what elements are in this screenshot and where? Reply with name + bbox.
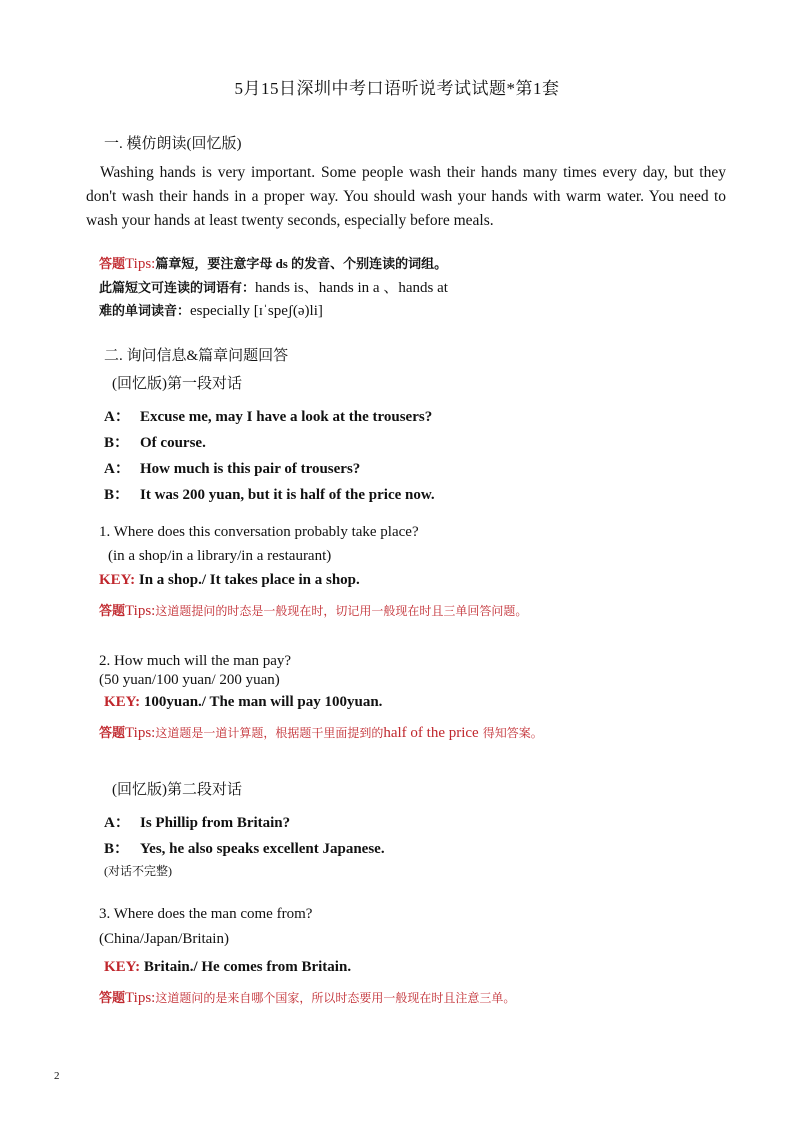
tips-line3-value: especially [ɪˈspeʃ(ə)li] bbox=[190, 303, 323, 319]
speaker: A： bbox=[104, 461, 130, 477]
dialog2-heading: (回忆版)第二段对话 bbox=[112, 782, 242, 798]
question-1-key bbox=[99, 572, 360, 589]
speaker: A： bbox=[104, 409, 130, 425]
dialog-text: Excuse me, may I have a look at the trousers? bbox=[140, 409, 433, 425]
question-3: 3. Where does the man come from? bbox=[99, 906, 313, 922]
tip-label-en: Tips: bbox=[125, 603, 156, 619]
section1-heading: 一. 模仿朗读(回忆版) bbox=[104, 136, 242, 152]
key-answer: 100yuan./ The man will pay 100yuan. bbox=[143, 694, 383, 710]
tips-line2-value: hands is、hands in a 、hands at bbox=[255, 280, 448, 296]
speaker: B： bbox=[104, 435, 130, 451]
dialog-text: How much is this pair of trousers? bbox=[140, 461, 361, 477]
dialog-text: Of course. bbox=[140, 435, 206, 451]
page-title: 5月15日深圳中考口语听说考试试题*第1套 bbox=[234, 79, 560, 98]
dialog-text: Yes, he also speaks excellent Japanese. bbox=[140, 841, 385, 857]
dialog-text: Is Phillip from Britain? bbox=[140, 815, 291, 831]
dialog2-note: (对话不完整) bbox=[104, 864, 172, 878]
tip-label-en: Tips: bbox=[125, 990, 156, 1006]
key-label: KEY: bbox=[104, 694, 141, 710]
question-3-options: (China/Japan/Britain) bbox=[99, 931, 229, 947]
tips-line-1 bbox=[99, 253, 447, 273]
key-label: KEY: bbox=[99, 572, 136, 588]
dialog1-line bbox=[104, 457, 360, 478]
question-1-options: (in a shop/in a library/in a restaurant) bbox=[108, 548, 332, 564]
dialog1-line bbox=[104, 431, 206, 452]
question-1-tip bbox=[99, 600, 527, 620]
question-2-options: (50 yuan/100 yuan/ 200 yuan) bbox=[99, 672, 280, 688]
speaker: A： bbox=[104, 815, 130, 831]
question-2: 2. How much will the man pay? bbox=[99, 653, 292, 669]
tip-label-cn: 答题 bbox=[99, 725, 126, 740]
key-answer: Britain./ He comes from Britain. bbox=[143, 959, 352, 975]
tip-label-cn: 答题 bbox=[99, 990, 126, 1005]
tip-text: 这道题问的是来自哪个国家，所以时态要用一般现在时且注意三单。 bbox=[155, 991, 516, 1005]
question-2-tip bbox=[99, 722, 543, 742]
dialog1-line bbox=[104, 483, 435, 504]
speaker: B： bbox=[104, 841, 130, 857]
page-number: 2 bbox=[54, 1070, 60, 1082]
tips-label-en: Tips: bbox=[125, 256, 156, 272]
dialog2-line bbox=[104, 837, 385, 858]
tips-line-2 bbox=[99, 276, 448, 297]
key-answer: In a shop./ It takes place in a shop. bbox=[138, 572, 360, 588]
question-3-key bbox=[104, 959, 351, 976]
question-1: 1. Where does this conversation probably take place? bbox=[99, 524, 419, 540]
speaker: B： bbox=[104, 487, 130, 503]
tip-text-post: 得知答案。 bbox=[482, 726, 543, 740]
tip-text: 这道题提问的时态是一般现在时，切记用一般现在时且三单回答问题。 bbox=[155, 604, 528, 618]
dialog1-heading: (回忆版)第一段对话 bbox=[112, 376, 242, 392]
tips-line1-text: 篇章短，要注意字母 ds 的发音、个别连读的词组。 bbox=[155, 256, 448, 271]
tip-text-en: half of the price bbox=[383, 725, 479, 741]
tips-line3-label: 难的单词读音： bbox=[99, 303, 191, 318]
tips-line-3 bbox=[99, 300, 323, 320]
question-3-tip bbox=[99, 987, 515, 1007]
tip-label-cn: 答题 bbox=[99, 603, 126, 618]
tips-line2-label: 此篇短文可连读的词语有： bbox=[99, 280, 256, 295]
dialog2-line bbox=[104, 811, 290, 832]
tip-text-pre: 这道题是一道计算题，根据题干里面提到的 bbox=[155, 726, 384, 740]
dialog-text: It was 200 yuan, but it is half of the price now. bbox=[140, 487, 435, 503]
reading-passage: Washing hands is very important. Some people wash their hands many times every day, but they don't wash their hands in a proper way. You should wash your hands with warm water. You need to wash your hands at least twenty seconds, especially before meals. bbox=[86, 164, 726, 229]
dialog1-line bbox=[104, 405, 432, 426]
key-label: KEY: bbox=[104, 959, 141, 975]
tip-label-en: Tips: bbox=[125, 725, 156, 741]
section2-heading: 二. 询问信息&篇章问题回答 bbox=[104, 348, 289, 364]
question-2-key bbox=[104, 694, 382, 711]
tips-label-cn: 答题 bbox=[99, 256, 126, 271]
